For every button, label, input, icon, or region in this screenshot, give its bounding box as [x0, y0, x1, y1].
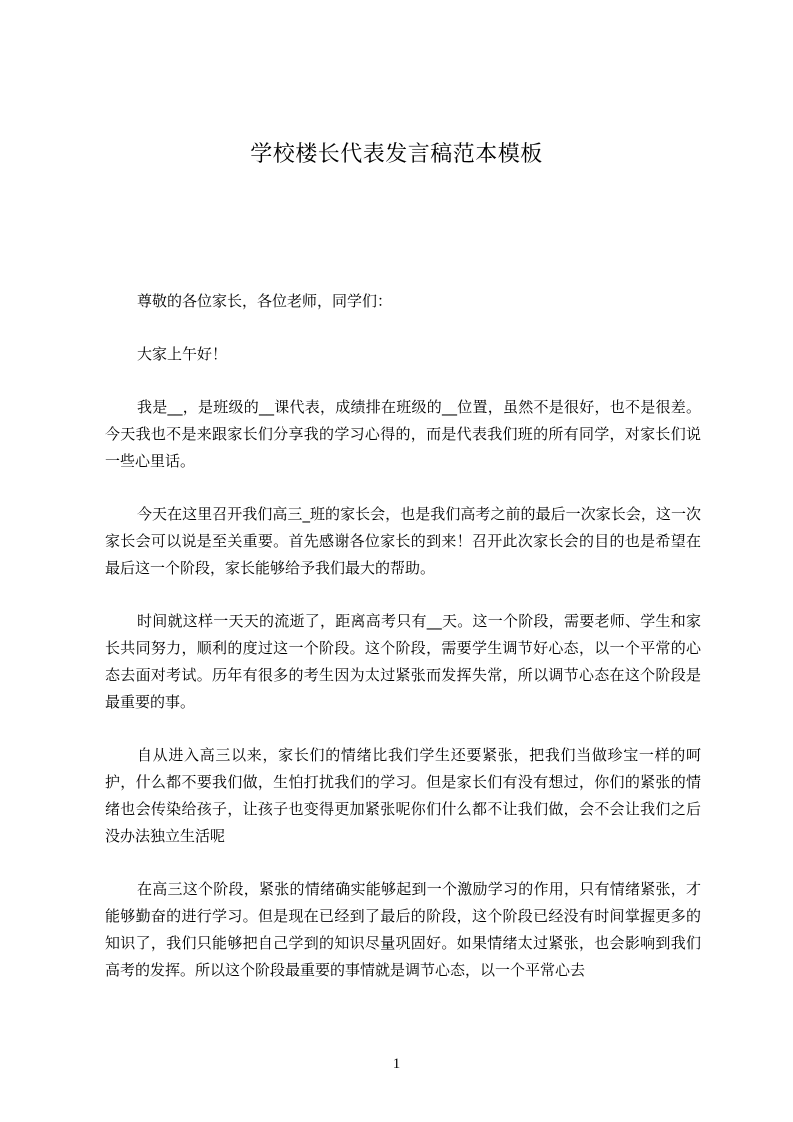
paragraph-meeting: 今天在这里召开我们高三_班的家长会，也是我们高考之前的最后一次家长会，这一次家长会可以说是至关重要。首先感谢各位家长的到来！召开此次家长会的目的也是希望在最后这一个阶段，家长能够给予我们最大的帮助。 — [105, 505, 701, 577]
paragraph-gap — [105, 716, 701, 742]
paragraph-greeting: 大家上午好！ — [137, 345, 228, 363]
paragraph-introduction: 我是__，是班级的__课代表，成绩排在班级的__位置，虽然不是很好，也不是很差。今天我也不是来跟家长们分享我的学习心得的，而是代表我们班的所有同学，对家长们说一些心里话。 — [105, 398, 701, 470]
paragraph-gap — [105, 368, 701, 394]
page-title: 学校楼长代表发言稿范本模板 — [250, 142, 543, 167]
document-body — [105, 288, 701, 984]
paragraph-time: 时间就这样一天天的流逝了，距离高考只有__天。这一个阶段，需要老师、学生和家长共同努力，顺利的度过这一个阶段。这个阶段，需要学生调节好心态，以一个平常的心态去面对考试。历年有很多的考生因为太过紧张而发挥失常，所以调节心态在这个阶段是最重要的事。 — [105, 612, 701, 711]
paragraph-gap — [105, 315, 701, 341]
paragraph-gap — [105, 850, 701, 876]
paragraph-gap — [105, 582, 701, 608]
paragraph-final-stage: 在高三这个阶段，紧张的情绪确实能够起到一个激励学习的作用，只有情绪紧张，才能够勤奋的进行学习。但是现在已经到了最后的阶段，这个阶段已经没有时间掌握更多的知识了，我们只能够把自己学到的知识尽量巩固好。如果情绪太过紧张，也会影响到我们高考的发挥。所以这个阶段最重要的事情就是调节心态，以一个平常心去 — [105, 880, 701, 979]
paragraph-salutation: 尊敬的各位家长，各位老师，同学们： — [137, 292, 393, 310]
page-number: 1 — [392, 1056, 401, 1072]
paragraph-gap — [105, 475, 701, 501]
paragraph-parents-emotion: 自从进入高三以来，家长们的情绪比我们学生还要紧张，把我们当做珍宝一样的呵护，什么都不要我们做，生怕打扰我们的学习。但是家长们有没有想过，你们的紧张的情绪也会传染给孩子，让孩子也变得更加紧张呢你们什么都不让我们做，会不会让我们之后没办法独立生活呢 — [105, 746, 701, 845]
